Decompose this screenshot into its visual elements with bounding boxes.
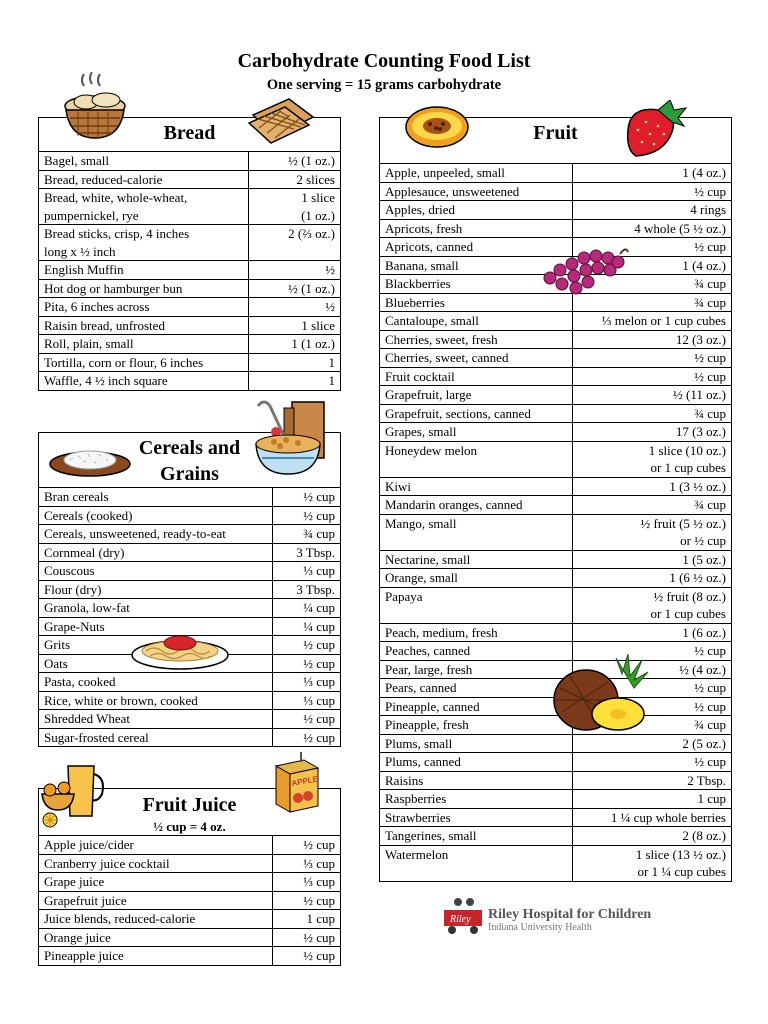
food-name: Honeydew melon (380, 441, 572, 477)
food-name: Banana, small (380, 256, 572, 275)
serving-amount: 1 cup (272, 910, 340, 929)
food-name: Blackberries (380, 275, 572, 294)
food-name: Raspberries (380, 790, 572, 809)
serving-amount: 4 whole (5 ½ oz.) (572, 219, 731, 238)
food-name: Kiwi (380, 477, 572, 496)
table-row (380, 423, 731, 442)
serving-amount: ⅓ cup (272, 673, 340, 692)
serving-amount: ½ cup (272, 710, 340, 729)
table-row (39, 873, 340, 892)
serving-amount: 1 (248, 372, 340, 390)
serving-amount: ½ (1 oz.) (248, 279, 340, 298)
food-name: Grape juice (39, 873, 272, 892)
food-name: Pita, 6 inches across (39, 298, 248, 317)
table-row (380, 330, 731, 349)
serving-amount: ⅓ cup (272, 691, 340, 710)
table-row (39, 836, 340, 855)
food-name: Peaches, canned (380, 642, 572, 661)
table-row (380, 514, 731, 550)
table-row (380, 587, 731, 623)
table-row (380, 753, 731, 772)
table-row (39, 170, 340, 189)
strawberry-icon (620, 100, 690, 158)
table-row (39, 543, 340, 562)
table-row (380, 827, 731, 846)
bread-heading: Bread (163, 122, 216, 144)
serving-amount: ½ cup (272, 836, 340, 855)
serving-amount: ½ cup (272, 636, 340, 655)
table-row (380, 623, 731, 642)
rice-bowl-icon (48, 444, 132, 480)
serving-amount: ½ cup (272, 928, 340, 947)
serving-amount: ½ cup (572, 753, 731, 772)
serving-amount: 1 (6 oz.) (572, 623, 731, 642)
serving-amount: 1 slice (1 oz.) (248, 189, 340, 225)
serving-amount: 1 (6 ½ oz.) (572, 569, 731, 588)
food-name: Pear, large, fresh (380, 660, 572, 679)
table-row (380, 441, 731, 477)
table-row (39, 580, 340, 599)
food-name: Sugar-frosted cereal (39, 728, 272, 746)
serving-amount: ¾ cup (272, 525, 340, 544)
food-name: Cranberry juice cocktail (39, 854, 272, 873)
food-name: Apricots, canned (380, 238, 572, 257)
serving-amount: 2 slices (248, 170, 340, 189)
juice-subheading: ½ cup = 4 oz. (153, 819, 226, 834)
table-row (380, 771, 731, 790)
juice-box-label: APPLE (290, 774, 319, 788)
table-row (380, 201, 731, 220)
table-row (39, 891, 340, 910)
food-name: Mango, small (380, 514, 572, 550)
serving-amount: 3 Tbsp. (272, 580, 340, 599)
serving-amount: ¼ cup (272, 617, 340, 636)
food-name: Pineapple juice (39, 947, 272, 965)
bread-table (39, 118, 340, 390)
table-row (380, 477, 731, 496)
serving-amount: 1 slice (13 ½ oz.) or 1 ¼ cup cubes (572, 845, 731, 881)
table-row (380, 845, 731, 881)
page-title: Carbohydrate Counting Food List (237, 50, 531, 72)
food-name: Apple, unpeeled, small (380, 164, 572, 183)
food-name: Grapefruit, sections, canned (380, 404, 572, 423)
bread-basket-icon (58, 72, 132, 144)
food-name: Grape-Nuts (39, 617, 272, 636)
table-row (380, 349, 731, 368)
grapes-icon (540, 244, 630, 298)
table-row (380, 386, 731, 405)
juice-heading: Fruit Juice (142, 794, 237, 816)
food-name: Fruit cocktail (380, 367, 572, 386)
food-name: Bran cereals (39, 488, 272, 507)
serving-amount: ½ cup (572, 349, 731, 368)
food-name: Grapefruit, large (380, 386, 572, 405)
serving-amount: 3 Tbsp. (272, 543, 340, 562)
table-row (39, 298, 340, 317)
table-row (380, 312, 731, 331)
table-row (39, 335, 340, 354)
food-name: Bread, reduced-calorie (39, 170, 248, 189)
food-name: Orange juice (39, 928, 272, 947)
serving-amount: ½ fruit (8 oz.) or 1 cup cubes (572, 587, 731, 623)
serving-amount: ½ (248, 298, 340, 317)
page-subtitle: One serving = 15 grams carbohydrate (266, 77, 502, 93)
food-name: Flour (dry) (39, 580, 272, 599)
serving-amount: ½ cup (272, 488, 340, 507)
serving-amount: ½ cup (572, 697, 731, 716)
serving-amount: 1 ¼ cup whole berries (572, 808, 731, 827)
table-row (39, 316, 340, 335)
table-row (39, 506, 340, 525)
logo-wagon-text: Riley (450, 914, 471, 925)
food-name: Strawberries (380, 808, 572, 827)
food-name: Grapes, small (380, 423, 572, 442)
table-row (380, 808, 731, 827)
table-row (39, 152, 340, 171)
table-row (39, 947, 340, 965)
food-name: Shredded Wheat (39, 710, 272, 729)
serving-amount: ⅓ melon or 1 cup cubes (572, 312, 731, 331)
table-row (380, 164, 731, 183)
table-row (39, 353, 340, 372)
food-name: Nectarine, small (380, 550, 572, 569)
spaghetti-icon (130, 629, 230, 673)
fruit-table (380, 118, 731, 881)
food-name: Apple juice/cider (39, 836, 272, 855)
food-name: Pineapple, canned (380, 697, 572, 716)
food-name: Bagel, small (39, 152, 248, 171)
food-name: Mandarin oranges, canned (380, 496, 572, 515)
serving-amount: ⅓ cup (272, 562, 340, 581)
serving-amount: ½ cup (572, 679, 731, 698)
food-name: Cereals (cooked) (39, 506, 272, 525)
serving-amount: 2 (8 oz.) (572, 827, 731, 846)
cereals-heading-line2: Grains (160, 463, 219, 485)
fruit-section (379, 117, 732, 882)
table-row (39, 488, 340, 507)
serving-amount: 17 (3 oz.) (572, 423, 731, 442)
serving-amount: ½ cup (572, 182, 731, 201)
serving-amount: ½ (248, 261, 340, 280)
serving-amount: 1 (3 ½ oz.) (572, 477, 731, 496)
serving-amount: 1 cup (572, 790, 731, 809)
table-row (380, 569, 731, 588)
food-name: Cherries, sweet, canned (380, 349, 572, 368)
serving-amount: ⅓ cup (272, 854, 340, 873)
table-row (380, 734, 731, 753)
food-name: Juice blends, reduced-calorie (39, 910, 272, 929)
bread-section (38, 117, 341, 391)
table-row (380, 790, 731, 809)
food-name: Plums, small (380, 734, 572, 753)
food-name: Hot dog or hamburger bun (39, 279, 248, 298)
serving-amount: ⅓ cup (272, 873, 340, 892)
food-name: Cherries, sweet, fresh (380, 330, 572, 349)
food-name: Peach, medium, fresh (380, 623, 572, 642)
serving-amount: ½ (11 oz.) (572, 386, 731, 405)
serving-amount: 1 (4 oz.) (572, 164, 731, 183)
table-row (39, 525, 340, 544)
food-name: Grits (39, 636, 272, 655)
waffles-icon (245, 95, 317, 145)
serving-amount: 2 (⅔ oz.) (248, 225, 340, 261)
food-name: Apples, dried (380, 201, 572, 220)
riley-hospital-logo (440, 896, 670, 940)
serving-amount: ½ cup (572, 238, 731, 257)
pineapple-kiwi-icon (550, 652, 650, 736)
serving-amount: ¼ cup (272, 599, 340, 618)
food-name: Tangerines, small (380, 827, 572, 846)
food-name: Pasta, cooked (39, 673, 272, 692)
juice-pitcher-icon (40, 760, 108, 830)
serving-amount: ½ (4 oz.) (572, 660, 731, 679)
serving-amount: ½ cup (272, 654, 340, 673)
serving-amount: 1 (5 oz.) (572, 550, 731, 569)
food-name: Orange, small (380, 569, 572, 588)
cereals-heading-line1: Cereals and (138, 437, 241, 459)
food-name: Bread, white, whole-wheat, pumpernickel, rye (39, 189, 248, 225)
table-row (380, 182, 731, 201)
serving-amount: ½ (1 oz.) (248, 152, 340, 171)
table-row (39, 562, 340, 581)
food-name: Blueberries (380, 293, 572, 312)
table-row (39, 599, 340, 618)
table-row (39, 928, 340, 947)
food-name: Raisins (380, 771, 572, 790)
table-row (39, 910, 340, 929)
food-name: Oats (39, 654, 272, 673)
table-row (380, 404, 731, 423)
food-name: Rice, white or brown, cooked (39, 691, 272, 710)
food-name: Cereals, unsweetened, ready-to-eat (39, 525, 272, 544)
serving-amount: ½ cup (272, 728, 340, 746)
table-row (39, 279, 340, 298)
food-name: Apricots, fresh (380, 219, 572, 238)
food-name: Grapefruit juice (39, 891, 272, 910)
table-row (380, 496, 731, 515)
food-name: Pineapple, fresh (380, 716, 572, 735)
serving-amount: 1 slice (248, 316, 340, 335)
food-name: Raisin bread, unfrosted (39, 316, 248, 335)
table-row (39, 372, 340, 390)
serving-amount: 1 slice (10 oz.) or 1 cup cubes (572, 441, 731, 477)
logo-name: Riley Hospital for Children (488, 907, 652, 922)
food-name: Cornmeal (dry) (39, 543, 272, 562)
serving-amount: 1 (4 oz.) (572, 256, 731, 275)
serving-amount: ¾ cup (572, 496, 731, 515)
serving-amount: ½ cup (572, 367, 731, 386)
fruit-heading: Fruit (533, 122, 578, 144)
food-name: Granola, low-fat (39, 599, 272, 618)
serving-amount: 2 (5 oz.) (572, 734, 731, 753)
food-name: Pears, canned (380, 679, 572, 698)
table-row (380, 219, 731, 238)
serving-amount: 4 rings (572, 201, 731, 220)
serving-amount: ¾ cup (572, 404, 731, 423)
table-row (39, 854, 340, 873)
serving-amount: 2 Tbsp. (572, 771, 731, 790)
food-name: Papaya (380, 587, 572, 623)
serving-amount: ¾ cup (572, 293, 731, 312)
juice-box-icon (270, 752, 324, 814)
food-name: Applesauce, unsweetened (380, 182, 572, 201)
table-row (39, 728, 340, 746)
cereal-bowl-icon (248, 398, 328, 478)
serving-amount: ½ cup (272, 947, 340, 965)
table-row (39, 189, 340, 225)
table-row (39, 673, 340, 692)
food-name: Waffle, 4 ½ inch square (39, 372, 248, 390)
table-row (380, 550, 731, 569)
food-name: English Muffin (39, 261, 248, 280)
food-name: Plums, canned (380, 753, 572, 772)
logo-sub: Indiana University Health (488, 922, 592, 933)
serving-amount: ½ fruit (5 ½ oz.) or ½ cup (572, 514, 731, 550)
serving-amount: 12 (3 oz.) (572, 330, 731, 349)
serving-amount: ½ cup (272, 506, 340, 525)
food-name: Cantaloupe, small (380, 312, 572, 331)
food-name: Bread sticks, crisp, 4 inches long x ½ inch (39, 225, 248, 261)
table-row (380, 367, 731, 386)
food-name: Roll, plain, small (39, 335, 248, 354)
serving-amount: ½ cup (272, 891, 340, 910)
table-row (39, 710, 340, 729)
food-name: Tortilla, corn or flour, 6 inches (39, 353, 248, 372)
serving-amount: 1 (248, 353, 340, 372)
table-row (39, 261, 340, 280)
serving-amount: 1 (1 oz.) (248, 335, 340, 354)
food-name: Watermelon (380, 845, 572, 881)
serving-amount: ¾ cup (572, 275, 731, 294)
table-row (39, 691, 340, 710)
serving-amount: ½ cup (572, 642, 731, 661)
serving-amount: ¾ cup (572, 716, 731, 735)
table-row (39, 225, 340, 261)
food-name: Couscous (39, 562, 272, 581)
papaya-icon (404, 104, 470, 150)
